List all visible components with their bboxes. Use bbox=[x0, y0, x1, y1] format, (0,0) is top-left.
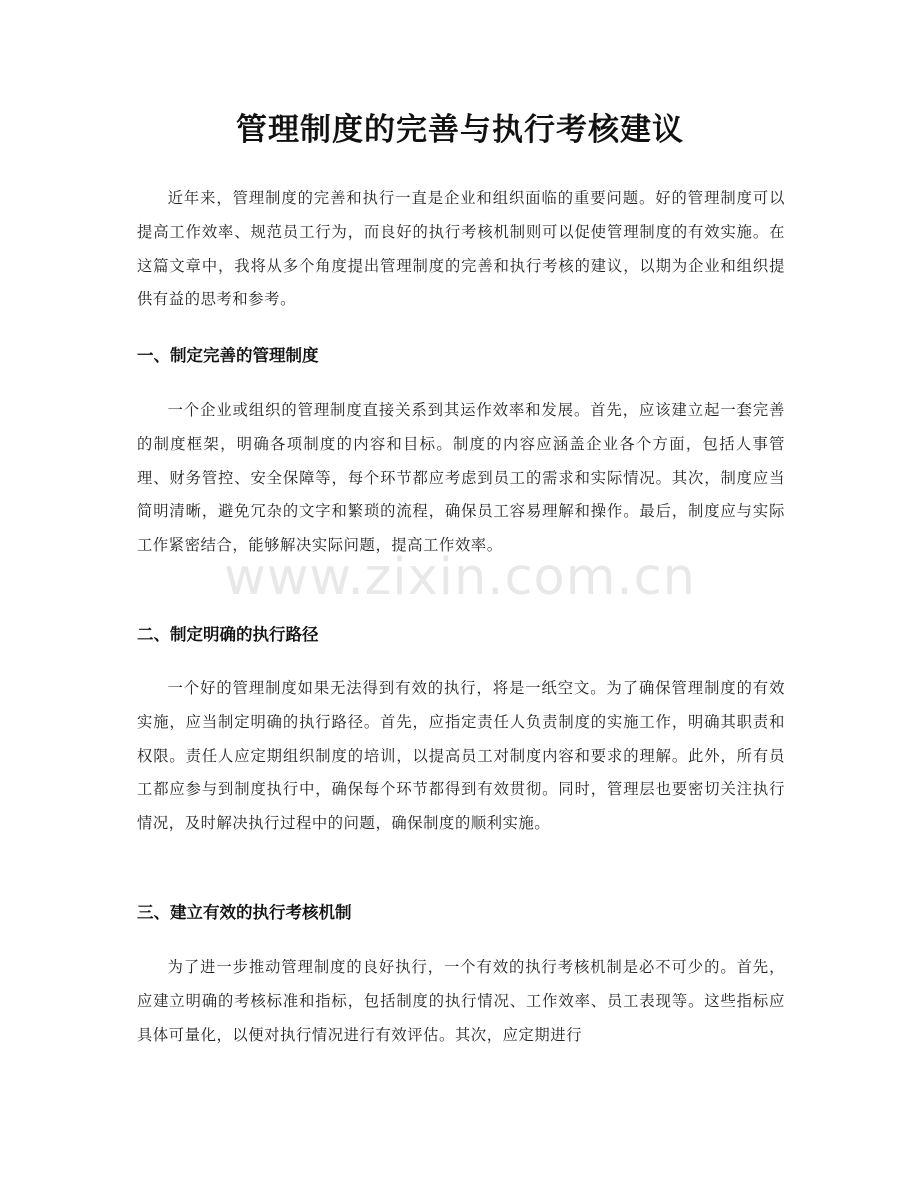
section-paragraph-3: 为了进一步推动管理制度的良好执行，一个有效的执行考核机制是必不可少的。首先，应建立明确的考核标准和指标，包括制度的执行情况、工作效率、员工表现等。这些指标应具体可量化，以便对执行情况进行有效评估。其次，应定期进行 bbox=[137, 958, 785, 1044]
section-heading-2: 二、制定明确的执行路径 bbox=[137, 625, 319, 644]
document-title: 管理制度的完善与执行考核建议 bbox=[236, 112, 684, 148]
intro-paragraph: 近年来，管理制度的完善和执行一直是企业和组织面临的重要问题。好的管理制度可以提高工作效率、规范员工行为，而良好的执行考核机制则可以促使管理制度的有效实施。在这篇文章中，我将从多个角度提出管理制度的完善和执行考核的建议，以期为企业和组织提供有益的思考和参考。 bbox=[137, 189, 785, 309]
section-paragraph-2: 一个好的管理制度如果无法得到有效的执行，将是一纸空文。为了确保管理制度的有效实施，应当制定明确的执行路径。首先，应指定责任人负责制度的实施工作，明确其职责和权限。责任人应定期组织制度的培训，以提高员工对制度内容和要求的理解。此外，所有员工都应参与到制度执行中，确保每个环节都得到有效贯彻。同时，管理层也要密切关注执行情况，及时解决执行过程中的问题，确保制度的顺利实施。 bbox=[137, 679, 785, 833]
section-heading-3: 三、建立有效的执行考核机制 bbox=[137, 903, 352, 922]
section-heading-1: 一、制定完善的管理制度 bbox=[137, 346, 319, 365]
watermark-text: www.zixin.com.cn bbox=[224, 548, 696, 607]
section-paragraph-1: 一个企业或组织的管理制度直接关系到其运作效率和发展。首先，应该建立起一套完善的制度框架，明确各项制度的内容和目标。制度的内容应涵盖企业各个方面，包括人事管理、财务管控、安全保障等，每个环节都应考虑到员工的需求和实际情况。其次，制度应当简明清晰，避免冗杂的文字和繁琐的流程，确保员工容易理解和操作。最后，制度应与实际工作紧密结合，能够解决实际问题，提高工作效率。 bbox=[137, 401, 785, 555]
